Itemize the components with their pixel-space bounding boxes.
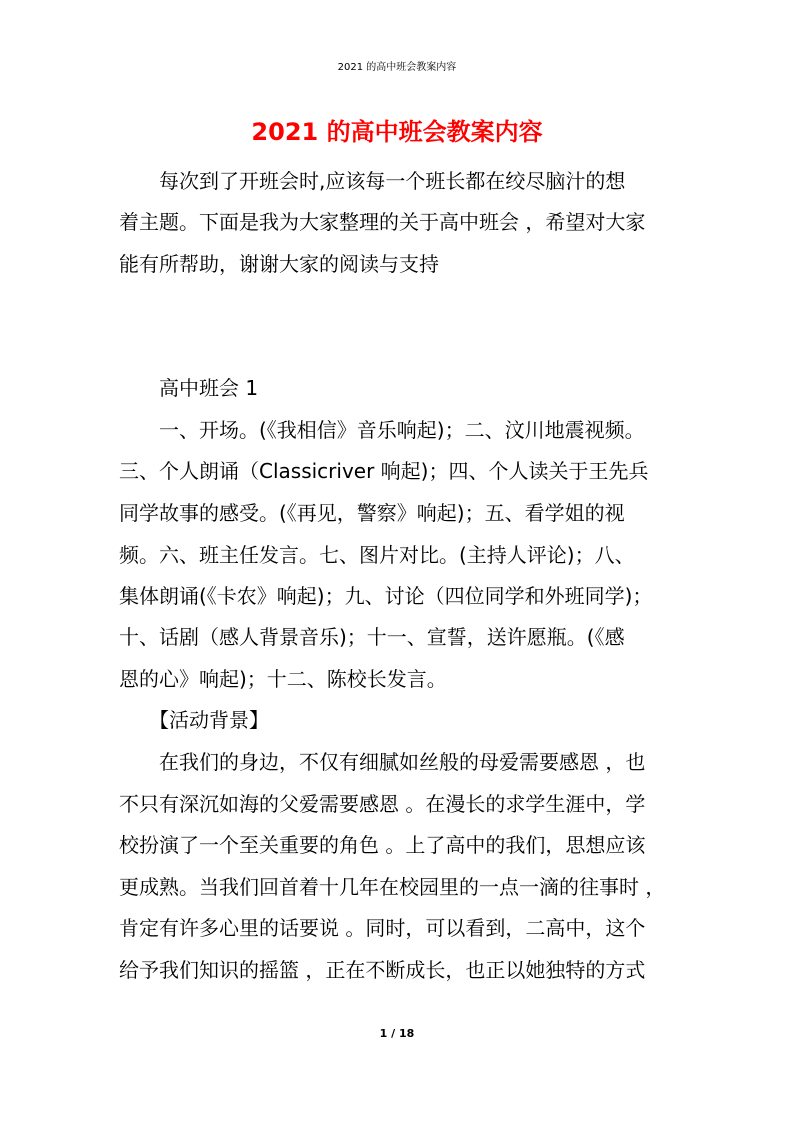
body-line: 更成熟。当我们回首着十几年在校园里的一点一滴的往事时 ，: [119, 875, 666, 899]
body-line: 同学故事的感受。(《再见，警察》响起)；五、看学姐的视: [119, 501, 625, 525]
body-line: 集体朗诵(《卡农》响起)；九、讨论（四位同学和外班同学)；: [119, 584, 653, 608]
section-heading: 高中班会 1: [119, 376, 259, 400]
body-line: 着主题。下面是我为大家整理的关于高中班会 ，希望对大家: [119, 210, 646, 234]
body-line: 三、个人朗诵（Classicriver 响起)；四、个人读关于王先兵: [119, 459, 649, 483]
running-header: 2021 的高中班会教案内容: [337, 62, 457, 73]
body-line: 校扮演了一个至关重要的角色 。上了高中的我们，思想应该: [119, 833, 646, 857]
body-line: 每次到了开班会时,应该每一个班长都在绞尽脑汁的想: [119, 169, 626, 193]
page-number: 1 / 18: [379, 1027, 415, 1040]
body-line: 不只有深沉如海的父爱需要感恩 。在漫长的求学生涯中，学: [119, 792, 646, 816]
document-title: 2021 的高中班会教案内容: [251, 118, 543, 146]
body-line: 一、开场。(《我相信》音乐响起)；二、汶川地震视频。: [119, 418, 645, 442]
body-line: 能有所帮助，谢谢大家的阅读与支持: [119, 252, 439, 276]
body-line: 给予我们知识的摇篮 ，正在不断成长，也正以她独特的方式: [119, 958, 646, 982]
body-line: 肯定有许多心里的话要说 。同时，可以看到，二高中，这个: [119, 916, 646, 940]
body-line: 在我们的身边，不仅有细腻如丝般的母爱需要感恩 ，也: [119, 750, 646, 774]
section-heading: 【活动背景】: [119, 708, 269, 732]
body-line: 频。六、班主任发言。七、图片对比。(主持人评论)；八、: [119, 543, 635, 567]
body-line: 十、话剧（感人背景音乐)；十一、宣誓，送许愿瓶。(《感: [119, 625, 625, 649]
body-line: 恩的心》响起)；十二、陈校长发言。: [119, 667, 447, 691]
